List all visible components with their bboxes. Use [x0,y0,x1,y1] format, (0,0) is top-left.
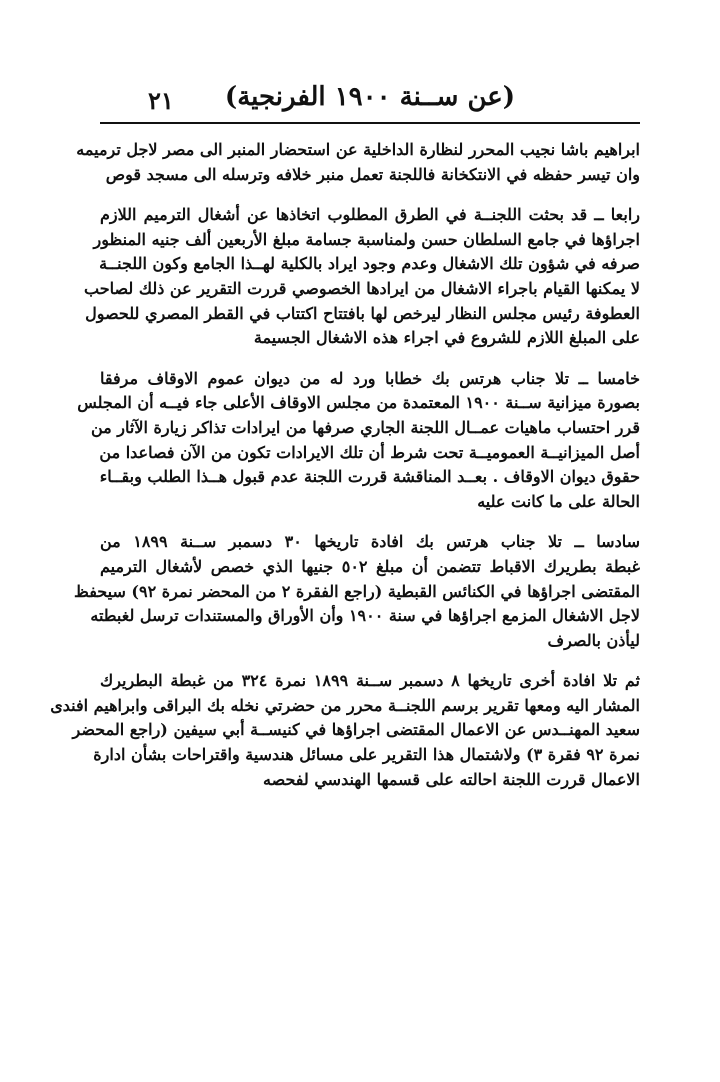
body-text [50,138,641,792]
text-line: ابراهيم باشا نجيب المحرر لنظارة الداخلية عن استحضار المنبر الى مصر لاجل ترميمه [76,140,640,159]
paragraph-4 [74,530,641,653]
text-line: على المبلغ اللازم للشروع في اجراء هذه الاشغال الجسيمة [253,328,640,348]
text-line: رابعا ــ قد بحثت اللجنــة في الطرق المطلوب اتخاذها عن أشغال الترميم اللازم [100,205,640,225]
text-line: المقتضى اجراؤها في الكنائس القبطية (راجع الفقرة ٢ من المحضر نمرة ٩٢) سيحفظ [74,581,640,601]
paragraph-gap [100,187,640,203]
text-line: ليأذن بالصرف [547,630,640,650]
text-line: سعيد المهنــدس عن الاعمال المقتضى اجراؤها في كنيســة أبي سيفين (راجع المحضر [72,720,640,740]
text-line: الاعمال قررت اللجنة احالته على قسمها الهندسي لفحصه [263,769,640,789]
text-line: لاجل الاشغال المزمع اجراؤها في سنة ١٩٠٠ وأن الأوراق والمستندات ترسل لغبطته [90,606,640,626]
text-line: بصورة ميزانية ســنة ١٩٠٠ المعتمدة من مجلس الاوقاف الأعلى جاء فيــه أن المجلس [77,393,640,413]
paragraph-3 [77,367,640,515]
text-line: لا يمكنها القيام باجراء الاشغال من ايرادها الخصوصي قررت التقرير عن ذلك لصاحب [84,278,640,298]
text-line: خامسا ــ تلا جناب هرتس بك خطابا ورد له من ديوان عموم الاوقاف مرفقا [100,368,640,388]
text-line: وان تيسر حفظه في الانتكخانة فاللجنة تعمل منبر خلافه وترسله الى مسجد قوص [105,164,640,184]
text-line: نمرة ٩٢ فقرة ٣) ولاشتمال هذا التقرير على مسائل هندسية واقتراحات بشأن ادارة [93,745,640,765]
running-title: (عن ســنة ١٩٠٠ الفرنجية) [224,82,516,112]
text-line: صرفه في شؤون تلك الاشغال وعدم وجود ايراد بالكلية لهــذا الجامع وكون اللجنــة [99,254,640,274]
text-line: حقوق ديوان الاوقاف . بعــد المناقشة قررت اللجنة عدم قبول هــذا الطلب وبقــاء [99,467,640,487]
paragraph-1 [76,138,640,187]
text-line: العطوفة رئيس مجلس النظار ليرخص لها بافتتاح اكتتاب في القطر المصري للحصول [85,303,640,323]
text-line: قرر احتساب ماهيات عمــال اللجنة الجاري صرفها من ايرادات تذاكر زيارة الآثار من [90,417,640,437]
text-line: الحالة على ما كانت عليه [477,491,640,511]
text-line: غبطة بطريرك الاقباط تتضمن أن مبلغ ٥٠٢ جنيها الذي خصص لأشغال الترميم [100,556,641,576]
text-line: المشار اليه ومعها تقرير برسم اللجنــة محرر من حضرتي نخله بك البراقى وابراهيم افندى [50,695,640,715]
text-line: أصل الميزانيــة العموميــة تحت شرط أن تلك الايرادات تكون من الآن فصاعدا من [99,442,640,462]
paragraph-gap [100,514,640,530]
paragraph-gap [100,351,640,367]
page-number: ٢١ [148,86,174,115]
paragraph-5 [50,669,641,792]
page-header [100,82,640,122]
paragraph-gap [100,653,640,669]
text-line: اجراؤها في جامع السلطان حسن ولمناسبة جسامة مبلغ الأربعين ألف جنيه المنظور [93,229,640,249]
header-rule [100,122,640,124]
text-line: ثم تلا افادة أخرى تاريخها ٨ دسمبر ســنة ١٨٩٩ نمرة ٣٢٤ من غبطة البطريرك [100,671,641,691]
text-line: سادسا ــ تلا جناب هرتس بك افادة تاريخها ٣٠ دسمبر ســنة ١٨٩٩ من [100,532,640,552]
paragraph-2 [84,203,640,351]
